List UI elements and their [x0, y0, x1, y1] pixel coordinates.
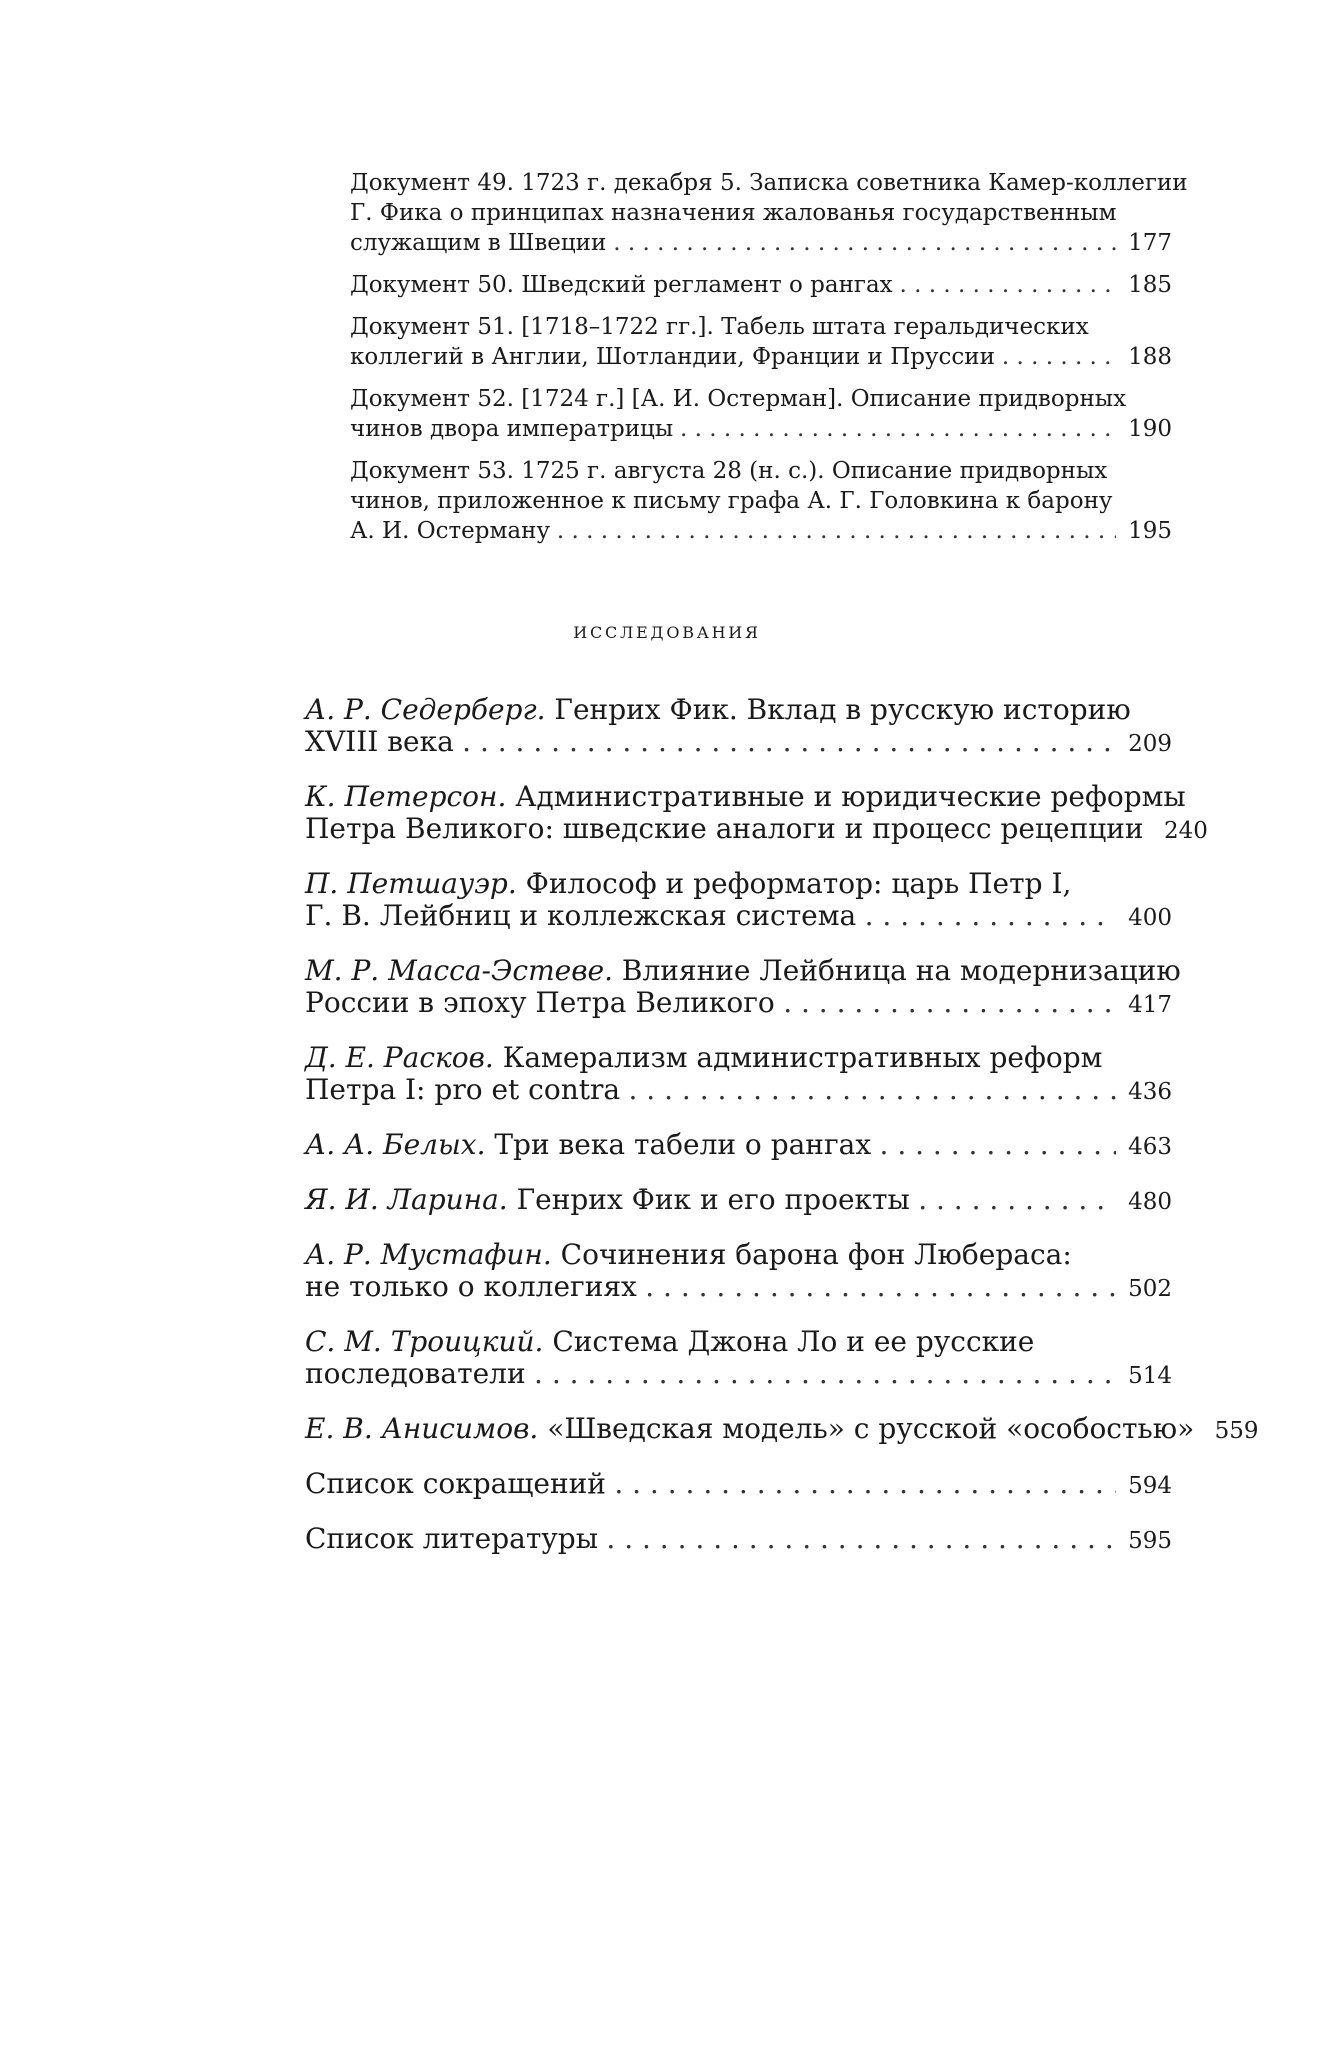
entry-first-line	[305, 694, 1172, 726]
entry-text	[305, 1468, 606, 1500]
entry-first-line	[305, 780, 1186, 813]
page-number: 188	[1128, 344, 1172, 370]
entry-title: Список сокращений	[305, 1467, 606, 1500]
toc-entry-study	[305, 1412, 1259, 1447]
dot-leader	[606, 228, 1116, 258]
dot-leader	[606, 1468, 1116, 1500]
studies-toc	[305, 693, 1259, 1578]
toc-entry-study	[305, 1523, 1172, 1557]
entry-text: служащим в Швеции	[350, 230, 607, 256]
entry-author: К. Петерсон.	[305, 780, 507, 813]
entry-text	[305, 900, 856, 932]
entry-first-line	[305, 1326, 1172, 1358]
entry-author: Д. Е. Расков.	[305, 1041, 494, 1074]
entry-title: XVIII века	[305, 725, 454, 758]
page-number: 436	[1128, 1079, 1172, 1105]
page-number: 400	[1128, 905, 1172, 931]
toc-entry-doc-49	[350, 168, 1188, 258]
entry-first-line	[305, 954, 1181, 987]
entry-last-line	[350, 342, 1172, 372]
toc-entry-study	[305, 1326, 1172, 1392]
toc-entry-study	[305, 954, 1181, 1021]
entry-first-line	[305, 1042, 1172, 1074]
toc-entry-study	[305, 1468, 1172, 1502]
entry-author: Е. В. Анисимов.	[305, 1412, 539, 1445]
dot-leader	[856, 900, 1116, 932]
page-number: 463	[1128, 1134, 1172, 1160]
toc-entry-study	[305, 1042, 1172, 1108]
toc-entry-doc-53	[350, 456, 1172, 546]
entry-text	[305, 1184, 910, 1216]
entry-text: Документ 50. Шведский регламент о рангах	[350, 272, 893, 298]
entry-last-line	[305, 900, 1172, 934]
dot-leader	[637, 1271, 1116, 1303]
entry-text	[305, 1358, 526, 1390]
toc-entry-doc-50	[350, 270, 1172, 300]
entry-line: Документ 51. [1718–1722 гг.]. Табель штата геральдических	[350, 314, 1089, 340]
entry-line: Документ 49. 1723 г. декабря 5. Записка советника Камер-коллегии	[350, 170, 1188, 196]
page-number: 177	[1128, 230, 1172, 256]
page-number: 480	[1128, 1189, 1172, 1215]
entry-last-line	[305, 1129, 1172, 1163]
page-number: 240	[1163, 818, 1208, 844]
dot-leader	[526, 1358, 1116, 1390]
entry-author: А. А. Белых.	[305, 1128, 486, 1161]
entry-title: Петра I: pro et contra	[305, 1073, 621, 1106]
entry-title: России в эпоху Петра Великого	[305, 986, 775, 1019]
toc-entry-study	[305, 1239, 1172, 1305]
dot-leader	[910, 1184, 1116, 1216]
entry-line: Г. Фика о принципах назначения жалованья государственным	[350, 200, 1117, 226]
entry-text	[305, 987, 775, 1019]
entry-last-line	[350, 228, 1172, 258]
page-number: 190	[1128, 416, 1172, 442]
entry-title: Камерализм административных реформ	[493, 1041, 1103, 1074]
entry-author: А. Р. Седерберг.	[305, 693, 546, 726]
section-title: исследования	[573, 618, 761, 644]
page-number: 502	[1128, 1276, 1172, 1302]
toc-entry-study	[305, 1184, 1172, 1218]
entry-title: Три века табели о рангах	[485, 1128, 872, 1161]
entry-last-line	[350, 516, 1172, 546]
entry-title: Список литературы	[305, 1522, 598, 1555]
entry-title: Петра Великого: шведские аналоги и процесс рецепции	[305, 812, 1144, 845]
toc-entry-doc-51	[350, 312, 1172, 372]
entry-title: последователи	[305, 1357, 526, 1390]
entry-title: Система Джона Ло и ее русские	[543, 1325, 1035, 1358]
page-number: 209	[1128, 731, 1172, 757]
entry-text	[305, 1271, 637, 1303]
entry-text	[305, 813, 1144, 845]
entry-author: М. Р. Масса-Эстеве.	[305, 954, 613, 987]
toc-entry-doc-52	[350, 384, 1172, 444]
entry-text: чинов двора императрицы	[350, 416, 674, 442]
page-number: 594	[1128, 1473, 1172, 1499]
documents-toc	[350, 168, 1188, 558]
entry-title: Генрих Фик. Вклад в русскую историю	[545, 693, 1131, 726]
toc-entry-study	[305, 694, 1172, 760]
dot-leader	[598, 1523, 1116, 1555]
entry-last-line	[305, 1271, 1172, 1305]
page-number: 195	[1128, 518, 1172, 544]
entry-last-line	[305, 1523, 1172, 1557]
entry-first-line	[305, 868, 1172, 900]
dot-leader	[620, 1074, 1116, 1106]
entry-last-line	[350, 414, 1172, 444]
entry-last-line	[305, 1468, 1172, 1502]
entry-title: не только о коллегиях	[305, 1270, 637, 1303]
entry-title: Административные и юридические реформы	[506, 780, 1186, 813]
entry-text	[305, 1523, 598, 1555]
entry-text	[305, 726, 454, 758]
entry-text: коллегий в Англии, Шотландии, Франции и Пруссии	[350, 344, 995, 370]
entry-author: А. Р. Мустафин.	[305, 1238, 552, 1271]
entry-last-line	[305, 812, 1208, 847]
dot-leader	[673, 414, 1116, 444]
entry-text: А. И. Остерману	[350, 518, 550, 544]
page-number: 514	[1128, 1363, 1172, 1389]
entry-text	[305, 1074, 620, 1106]
dot-leader	[454, 726, 1116, 758]
dot-leader	[775, 987, 1116, 1019]
entry-first-line	[305, 1239, 1172, 1271]
dot-leader	[893, 270, 1116, 300]
entry-title: Влияние Лейбница на модернизацию	[613, 954, 1181, 987]
entry-last-line	[305, 1074, 1172, 1108]
entry-title: Философ и реформатор: царь Петр I,	[516, 867, 1072, 900]
entry-line: Документ 53. 1725 г. августа 28 (н. с.). Описание придворных	[350, 458, 1108, 484]
dot-leader	[871, 1129, 1116, 1161]
entry-last-line	[305, 1358, 1172, 1392]
entry-author: П. Петшауэр.	[305, 867, 517, 900]
entry-title: Сочинения барона фон Любераса:	[551, 1238, 1072, 1271]
toc-entry-study	[305, 1129, 1172, 1163]
entry-last-line	[350, 270, 1172, 300]
entry-line: Документ 52. [1724 г.] [А. И. Остерман]. Описание придворных	[350, 386, 1127, 412]
page-number: 185	[1128, 272, 1172, 298]
entry-author: С. М. Троицкий.	[305, 1325, 544, 1358]
page-number: 595	[1128, 1528, 1172, 1554]
entry-title: Г. В. Лейбниц и коллежская система	[305, 899, 857, 932]
entry-text	[305, 1129, 871, 1161]
entry-line: чинов, приложенное к письму графа А. Г. Головкина к барону	[350, 488, 1113, 514]
dot-leader	[1194, 1413, 1202, 1445]
entry-title: «Шведская модель» с русской «особостью»	[538, 1412, 1195, 1445]
entry-author: Я. И. Ларина.	[305, 1183, 508, 1216]
entry-last-line	[305, 1184, 1172, 1218]
page-number: 417	[1128, 992, 1172, 1018]
toc-entry-study	[305, 868, 1172, 934]
page-number: 559	[1214, 1418, 1259, 1444]
dot-leader	[1144, 813, 1152, 845]
entry-last-line	[305, 987, 1172, 1021]
entry-title: Генрих Фик и его проекты	[507, 1183, 910, 1216]
dot-leader	[995, 342, 1116, 372]
entry-last-line	[305, 1412, 1259, 1447]
entry-text	[305, 1413, 1194, 1445]
dot-leader	[550, 516, 1116, 546]
toc-entry-study	[305, 780, 1208, 847]
entry-last-line	[305, 726, 1172, 760]
